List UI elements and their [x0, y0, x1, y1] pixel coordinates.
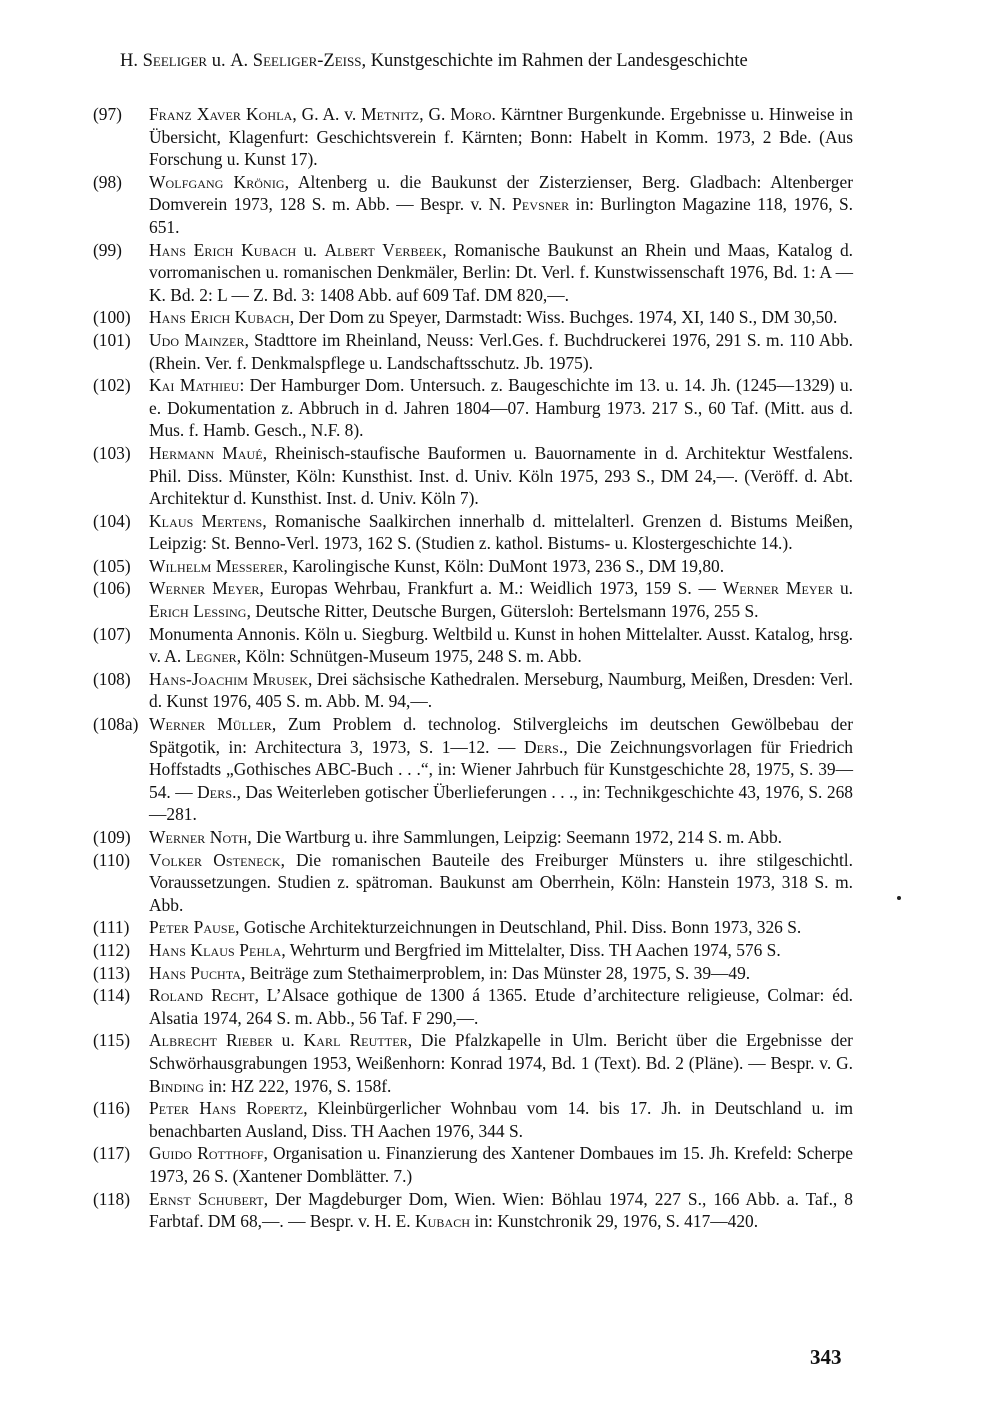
bibliography-entry	[93, 577, 853, 622]
entry-number: (112)	[93, 939, 131, 960]
entry-number: (108a)	[93, 714, 139, 735]
entry-author: Udo Mainzer	[149, 329, 245, 350]
stray-ink-mark	[897, 896, 901, 900]
bibliography-entry	[93, 623, 853, 668]
entry-author: Hans-Joachim Mrusek	[149, 668, 308, 689]
entry-citation: , Organisation u. Finanzierung des Xantener Dombaues im 15. Jh. Krefeld: Scherpe 1973, 26 S. (Xantener Domblätter. 7.)	[149, 1143, 854, 1186]
entry-author: Kai Mathieu	[149, 375, 240, 396]
entry-author: Albrecht Rieber	[149, 1030, 273, 1051]
entry-text	[149, 1188, 853, 1233]
entry-text	[149, 555, 853, 578]
entry-text	[149, 577, 853, 622]
entry-author: Legner	[185, 646, 237, 667]
page-number: 343	[810, 1345, 842, 1369]
entry-author: Klaus Mertens	[149, 510, 263, 531]
entry-citation: u.	[833, 578, 854, 599]
bibliography-entry	[93, 1097, 853, 1142]
entry-number: (110)	[93, 849, 131, 870]
bibliography-entry	[93, 239, 853, 307]
entry-text	[149, 1029, 853, 1097]
entry-author: Hans Puchta	[149, 962, 242, 983]
entry-citation: in: Burlington Magazine 118, 1976, S. 651.	[149, 194, 853, 237]
bibliography-entry	[93, 171, 853, 239]
entry-citation: in: Kunstchronik 29, 1976, S. 417—420.	[470, 1211, 759, 1232]
bibliography-entry	[93, 713, 853, 826]
entry-text	[149, 623, 853, 668]
entry-number: (99)	[93, 239, 122, 260]
entry-text	[149, 103, 853, 171]
entry-citation: , L’Alsace gothique de 1300 á 1365. Etude d’architecture religieuse, Colmar: éd. Alsatia 1974, 264 S. m. Abb., 56 Taf. F 290,—.	[149, 985, 853, 1028]
entry-citation: , Köln: Schnütgen-Museum 1975, 248 S. m. Abb.	[236, 646, 582, 667]
entry-citation: , Die Wartburg u. ihre Sammlungen, Leipzig: Seemann 1972, 214 S. m. Abb.	[247, 827, 783, 847]
entry-text	[149, 1142, 853, 1187]
entry-author: Erich Lessing	[149, 601, 247, 622]
entry-text	[149, 374, 853, 442]
entry-citation: , Kleinbürgerlicher Wohnbau vom 14. bis 17. Jh. in Deutschland u. im benachbarten Ausland, Diss. TH Aachen 1976, 344 S.	[149, 1098, 853, 1141]
entry-number: (117)	[93, 1143, 131, 1164]
entry-author: Hans Erich Kubach	[149, 239, 297, 260]
entry-author: Werner Müller	[149, 714, 272, 735]
entry-citation: Monumenta Annonis. Köln u. Siegburg. Weltbild u. Kunst in hohen Mittelalter. Ausst. Katalog, hrsg. v. A.	[149, 623, 853, 667]
entry-author: Werner Noth	[149, 827, 248, 847]
bibliography-entry	[93, 1142, 853, 1187]
entry-author: Wolfgang Krönig	[149, 171, 285, 192]
entry-citation: , Europas Wehrbau, Frankfurt a. M.: Weidlich 1973, 159 S. —	[259, 578, 723, 599]
entry-author: Binding	[149, 1075, 204, 1096]
entry-author: Metnitz	[361, 104, 420, 124]
entry-citation: , Gotische Architekturzeichnungen in Deutschland, Phil. Diss. Bonn 1973, 326 S.	[235, 917, 802, 938]
bibliography-entry	[93, 826, 853, 849]
entry-citation: , Altenberg u. die Baukunst der Zisterzienser, Berg. Gladbach: Altenberger Domverein 1973, 128 S. m. Abb. — Bespr. v. N.	[149, 171, 854, 215]
entry-author: Werner Meyer	[149, 578, 260, 599]
entry-number: (105)	[93, 555, 131, 576]
entry-author: Hans Klaus Pehla	[149, 939, 282, 960]
entry-author: Ders.	[523, 736, 564, 757]
entry-author: Franz Xaver Kohla	[149, 104, 293, 124]
bibliography-entry	[93, 555, 853, 578]
entry-citation: u.	[272, 1030, 304, 1051]
entry-text	[149, 984, 853, 1029]
entry-author: Guido Rotthoff	[149, 1143, 264, 1164]
bibliography-entry	[93, 1188, 853, 1233]
bibliography-entry	[93, 849, 853, 917]
bibliography-entry	[93, 374, 853, 442]
entry-citation: . Kärntner Burgenkunde. Ergebnisse u. Hinweise in Übersicht, Klagenfurt: Geschichtsverein f. Kärnten; Bonn: Habelt in Komm. 1973, 2 Bde. (Aus Forschung u. Kunst 17).	[149, 104, 853, 170]
entry-text	[149, 171, 853, 239]
entry-number: (100)	[93, 307, 131, 328]
bibliography-entry	[93, 103, 853, 171]
entry-author: Ernst Schubert	[149, 1188, 264, 1209]
entry-number: (106)	[93, 578, 131, 599]
entry-citation: , Das Weiterleben gotischer Überlieferungen . . ., in: Technikgeschichte 43, 1976, S. 268—281.	[149, 781, 853, 825]
entry-number: (115)	[93, 1030, 131, 1051]
entry-citation: , G.	[419, 104, 451, 124]
entry-number: (108)	[93, 668, 131, 689]
entry-citation: , Der Dom zu Speyer, Darmstadt: Wiss. Buchges. 1974, XI, 140 S., DM 30,50.	[289, 307, 838, 328]
entry-number: (98)	[93, 171, 122, 192]
entry-number: (113)	[93, 962, 131, 983]
bibliography-entry	[93, 962, 853, 985]
entry-citation: , Beiträge zum Stethaimerproblem, in: Das Münster 28, 1975, S. 39—49.	[241, 962, 751, 983]
entry-author: Peter Pause	[149, 917, 236, 938]
entry-author: Ders.	[197, 781, 237, 802]
entry-text	[149, 442, 853, 510]
header-author-2: A. Seeliger-Zeiss	[230, 51, 362, 71]
entry-text	[149, 962, 853, 985]
entry-text	[149, 849, 853, 917]
entry-citation: , Die Pfalzkapelle in Ulm. Bericht über die Ergebnisse der Schwörhausgrabungen 1953, Weißenhorn: Konrad 1974, Bd. 1 (Text). Bd. 2 (Pläne). — Bespr. v. G.	[149, 1030, 853, 1073]
header-connector: u.	[207, 51, 231, 71]
entry-author: Albert Verbeek	[324, 239, 443, 260]
header-title: , Kunstgeschichte im Rahmen der Landesgeschichte	[361, 51, 748, 71]
entry-text	[149, 916, 853, 939]
entry-citation: , Stadttore im Rheinland, Neuss: Verl.Ges. f. Buchdruckerei 1976, 291 S. m. 110 Abb. (Rhein. Ver. f. Denkmalspflege u. Landschaftsschutz. Jb. 1975).	[149, 329, 853, 373]
entry-citation: , Deutsche Ritter, Deutsche Burgen, Gütersloh: Bertelsmann 1976, 255 S.	[246, 601, 759, 622]
bibliography-entry	[93, 939, 853, 962]
entry-number: (109)	[93, 827, 131, 847]
bibliography-list	[93, 103, 853, 1233]
entry-citation: , Die Zeichnungsvorlagen für Friedrich Hoffstadts „Gothisches ABC-Buch . . .“, in: Wiener Jahrbuch für Kunstgeschichte 28, 1975, S. 39—54. —	[149, 736, 853, 802]
entry-author: Peter Hans Ropertz	[149, 1098, 304, 1119]
bibliography-entry	[93, 329, 853, 374]
entry-number: (114)	[93, 985, 131, 1006]
entry-text	[149, 826, 853, 849]
entry-number: (107)	[93, 623, 131, 644]
entry-number: (116)	[93, 1098, 131, 1119]
entry-author: Karl Reutter	[303, 1030, 408, 1051]
entry-citation: , G. A. v.	[292, 104, 362, 124]
entry-citation: , Wehrturm und Bergfried im Mittelalter, Diss. TH Aachen 1974, 576 S.	[281, 939, 781, 960]
entry-text	[149, 329, 853, 374]
entry-author: Volker Osteneck	[149, 849, 281, 870]
entry-citation: in: HZ 222, 1976, S. 158f.	[203, 1075, 392, 1096]
entry-text	[149, 713, 853, 826]
entry-author: Moro	[450, 104, 492, 124]
bibliography-entry	[93, 1029, 853, 1097]
running-head	[120, 50, 860, 72]
entry-author: Pevsner	[512, 194, 570, 215]
bibliography-entry	[93, 984, 853, 1029]
entry-author: Kubach	[415, 1211, 471, 1232]
entry-text	[149, 668, 853, 713]
entry-citation: , Romanische Baukunst an Rhein und Maas, Katalog d. vorromanischen u. romanischen Denkmäler, Berlin: Dt. Verl. f. Kunstwissenschaft 1976, Bd. 1: A — K. Bd. 2: L — Z. Bd. 3: 1408 Abb. auf 609 Taf. DM 820,—.	[149, 239, 853, 305]
entry-citation: u.	[296, 239, 325, 260]
entry-number: (118)	[93, 1188, 131, 1209]
entry-citation: , Die romanischen Bauteile des Freiburger Münsters u. ihre stilgeschichtl. Voraussetzungen. Studien z. spätroman. Baukunst am Oberrhein, Köln: Hanstein 1973, 318 S. m. Abb.	[149, 849, 853, 915]
entry-citation: , Zum Problem d. technolog. Stilvergleichs im deutschen Gewölbebau der Spätgotik, in: Architectura 3, 1973, S. 1—12. —	[149, 714, 853, 757]
entry-author: Hermann Maué	[149, 442, 263, 463]
entry-citation: : Der Hamburger Dom. Untersuch. z. Baugeschichte im 13. u. 14. Jh. (1245—1329) u. e. Dokumentation z. Abbruch in d. Jahren 1804—07. Hamburg 1973. 217 S., 60 Taf. (Mitt. aus d. Mus. f. Hamb. Gesch., N.F. 8).	[149, 375, 853, 441]
header-author-1: H. Seeliger	[120, 51, 208, 71]
entry-author: Werner Meyer	[722, 578, 834, 599]
bibliography-entry	[93, 668, 853, 713]
bibliography-entry	[93, 442, 853, 510]
bibliography-entry	[93, 510, 853, 555]
entry-citation: , Der Magdeburger Dom, Wien. Wien: Böhlau 1974, 227 S., 166 Abb. a. Taf., 8 Farbtaf. DM 68,—. — Bespr. v. H. E.	[149, 1188, 854, 1232]
bibliography-entry	[93, 916, 853, 939]
entry-author: Roland Recht	[149, 985, 255, 1006]
entry-number: (101)	[93, 329, 131, 350]
entry-text	[149, 306, 853, 329]
entry-author: Wilhelm Messerer	[149, 555, 284, 576]
entry-text	[149, 239, 853, 307]
entry-number: (104)	[93, 510, 131, 531]
entry-text	[149, 939, 853, 962]
entry-citation: , Drei sächsische Kathedralen. Merseburg, Naumburg, Meißen, Dresden: Verl. d. Kunst 1976, 405 S. m. Abb. M. 94,—.	[149, 668, 853, 712]
bibliography-entry	[93, 306, 853, 329]
entry-author: Hans Erich Kubach	[149, 307, 290, 328]
entry-citation: , Karolingische Kunst, Köln: DuMont 1973, 236 S., DM 19,80.	[283, 555, 725, 576]
entry-text	[149, 1097, 853, 1142]
entry-number: (102)	[93, 375, 131, 396]
entry-number: (103)	[93, 442, 131, 463]
entry-citation: , Rheinisch-staufische Bauformen u. Bauornamente in d. Architektur Westfalens. Phil. Diss. Münster, Köln: Kunsthist. Inst. d. Univ. Köln 1975, 293 S., DM 24,—. (Veröff. d. Abt. Architektur d. Kunsthist. Inst. d. Univ. Köln 7).	[149, 442, 854, 509]
entry-number: (111)	[93, 917, 130, 938]
entry-text	[149, 510, 853, 555]
entry-number: (97)	[93, 104, 122, 124]
entry-citation: , Romanische Saalkirchen innerhalb d. mittelalterl. Grenzen d. Bistums Meißen, Leipzig: St. Benno-Verl. 1973, 162 S. (Studien z. kathol. Bistums- u. Klostergeschichte 14.).	[149, 510, 853, 554]
